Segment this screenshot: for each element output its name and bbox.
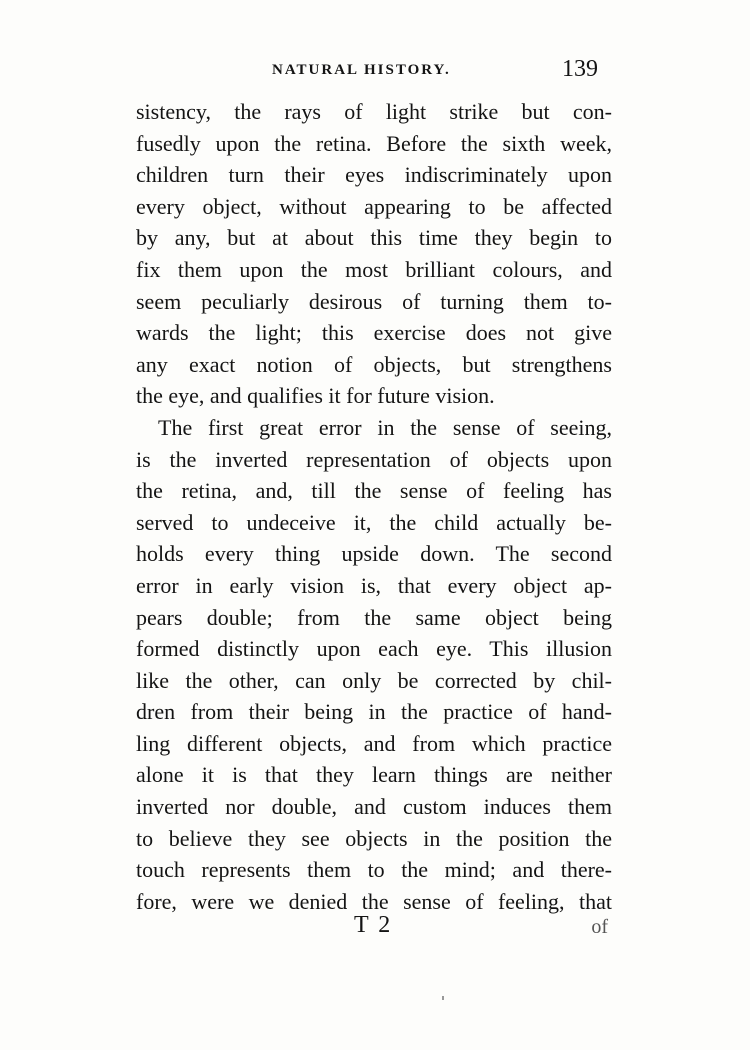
text-line: the eye, and qualifies it for future vision. xyxy=(136,383,495,409)
text-line: inverted nor double, and custom induces them xyxy=(136,794,612,820)
text-line: like the other, can only be corrected by chil- xyxy=(136,667,612,693)
text-line: any exact notion of objects, but strengthens xyxy=(136,351,612,377)
text-line: served to undeceive it, the child actually be- xyxy=(136,509,612,535)
catchword: of xyxy=(591,916,608,938)
text-line: to believe they see objects in the position the xyxy=(136,825,612,851)
paragraph xyxy=(136,96,612,412)
text-line: fix them upon the most brilliant colours, and xyxy=(136,256,612,282)
text-line: wards the light; this exercise does not give xyxy=(136,320,612,346)
text-line: is the inverted representation of objects upon xyxy=(136,446,612,472)
text-line: dren from their being in the practice of hand- xyxy=(136,699,612,725)
text-line: error in early vision is, that every object ap- xyxy=(136,572,612,598)
text-line: fore, were we denied the sense of feeling, that xyxy=(136,888,612,914)
text-line: formed distinctly upon each eye. This illusion xyxy=(136,636,612,662)
text-line: children turn their eyes indiscriminately upon xyxy=(136,162,612,188)
text-line: holds every thing upside down. The second xyxy=(136,541,612,567)
page-number: 139 xyxy=(562,56,598,82)
signature-mark: T 2 xyxy=(354,912,393,938)
paper-speck xyxy=(442,996,444,1000)
text-line: pears double; from the same object being xyxy=(136,604,612,630)
page-footer xyxy=(136,912,612,942)
body-text xyxy=(136,96,612,917)
paragraph xyxy=(136,412,612,918)
text-line: touch represents them to the mind; and there- xyxy=(136,857,612,883)
running-title: NATURAL HISTORY. xyxy=(272,62,451,78)
text-line: sistency, the rays of light strike but con- xyxy=(136,99,612,124)
text-line: seem peculiarly desirous of turning them to- xyxy=(136,288,612,314)
text-line: alone it is that they learn things are neither xyxy=(136,762,612,788)
text-line: every object, without appearing to be affected xyxy=(136,193,612,219)
text-line: fusedly upon the retina. Before the sixth week, xyxy=(136,130,612,156)
text-line: the retina, and, till the sense of feeling has xyxy=(136,478,612,504)
text-line: ling different objects, and from which practice xyxy=(136,730,612,756)
text-line: The first great error in the sense of seeing, xyxy=(158,414,612,440)
text-line: by any, but at about this time they begin to xyxy=(136,225,612,251)
